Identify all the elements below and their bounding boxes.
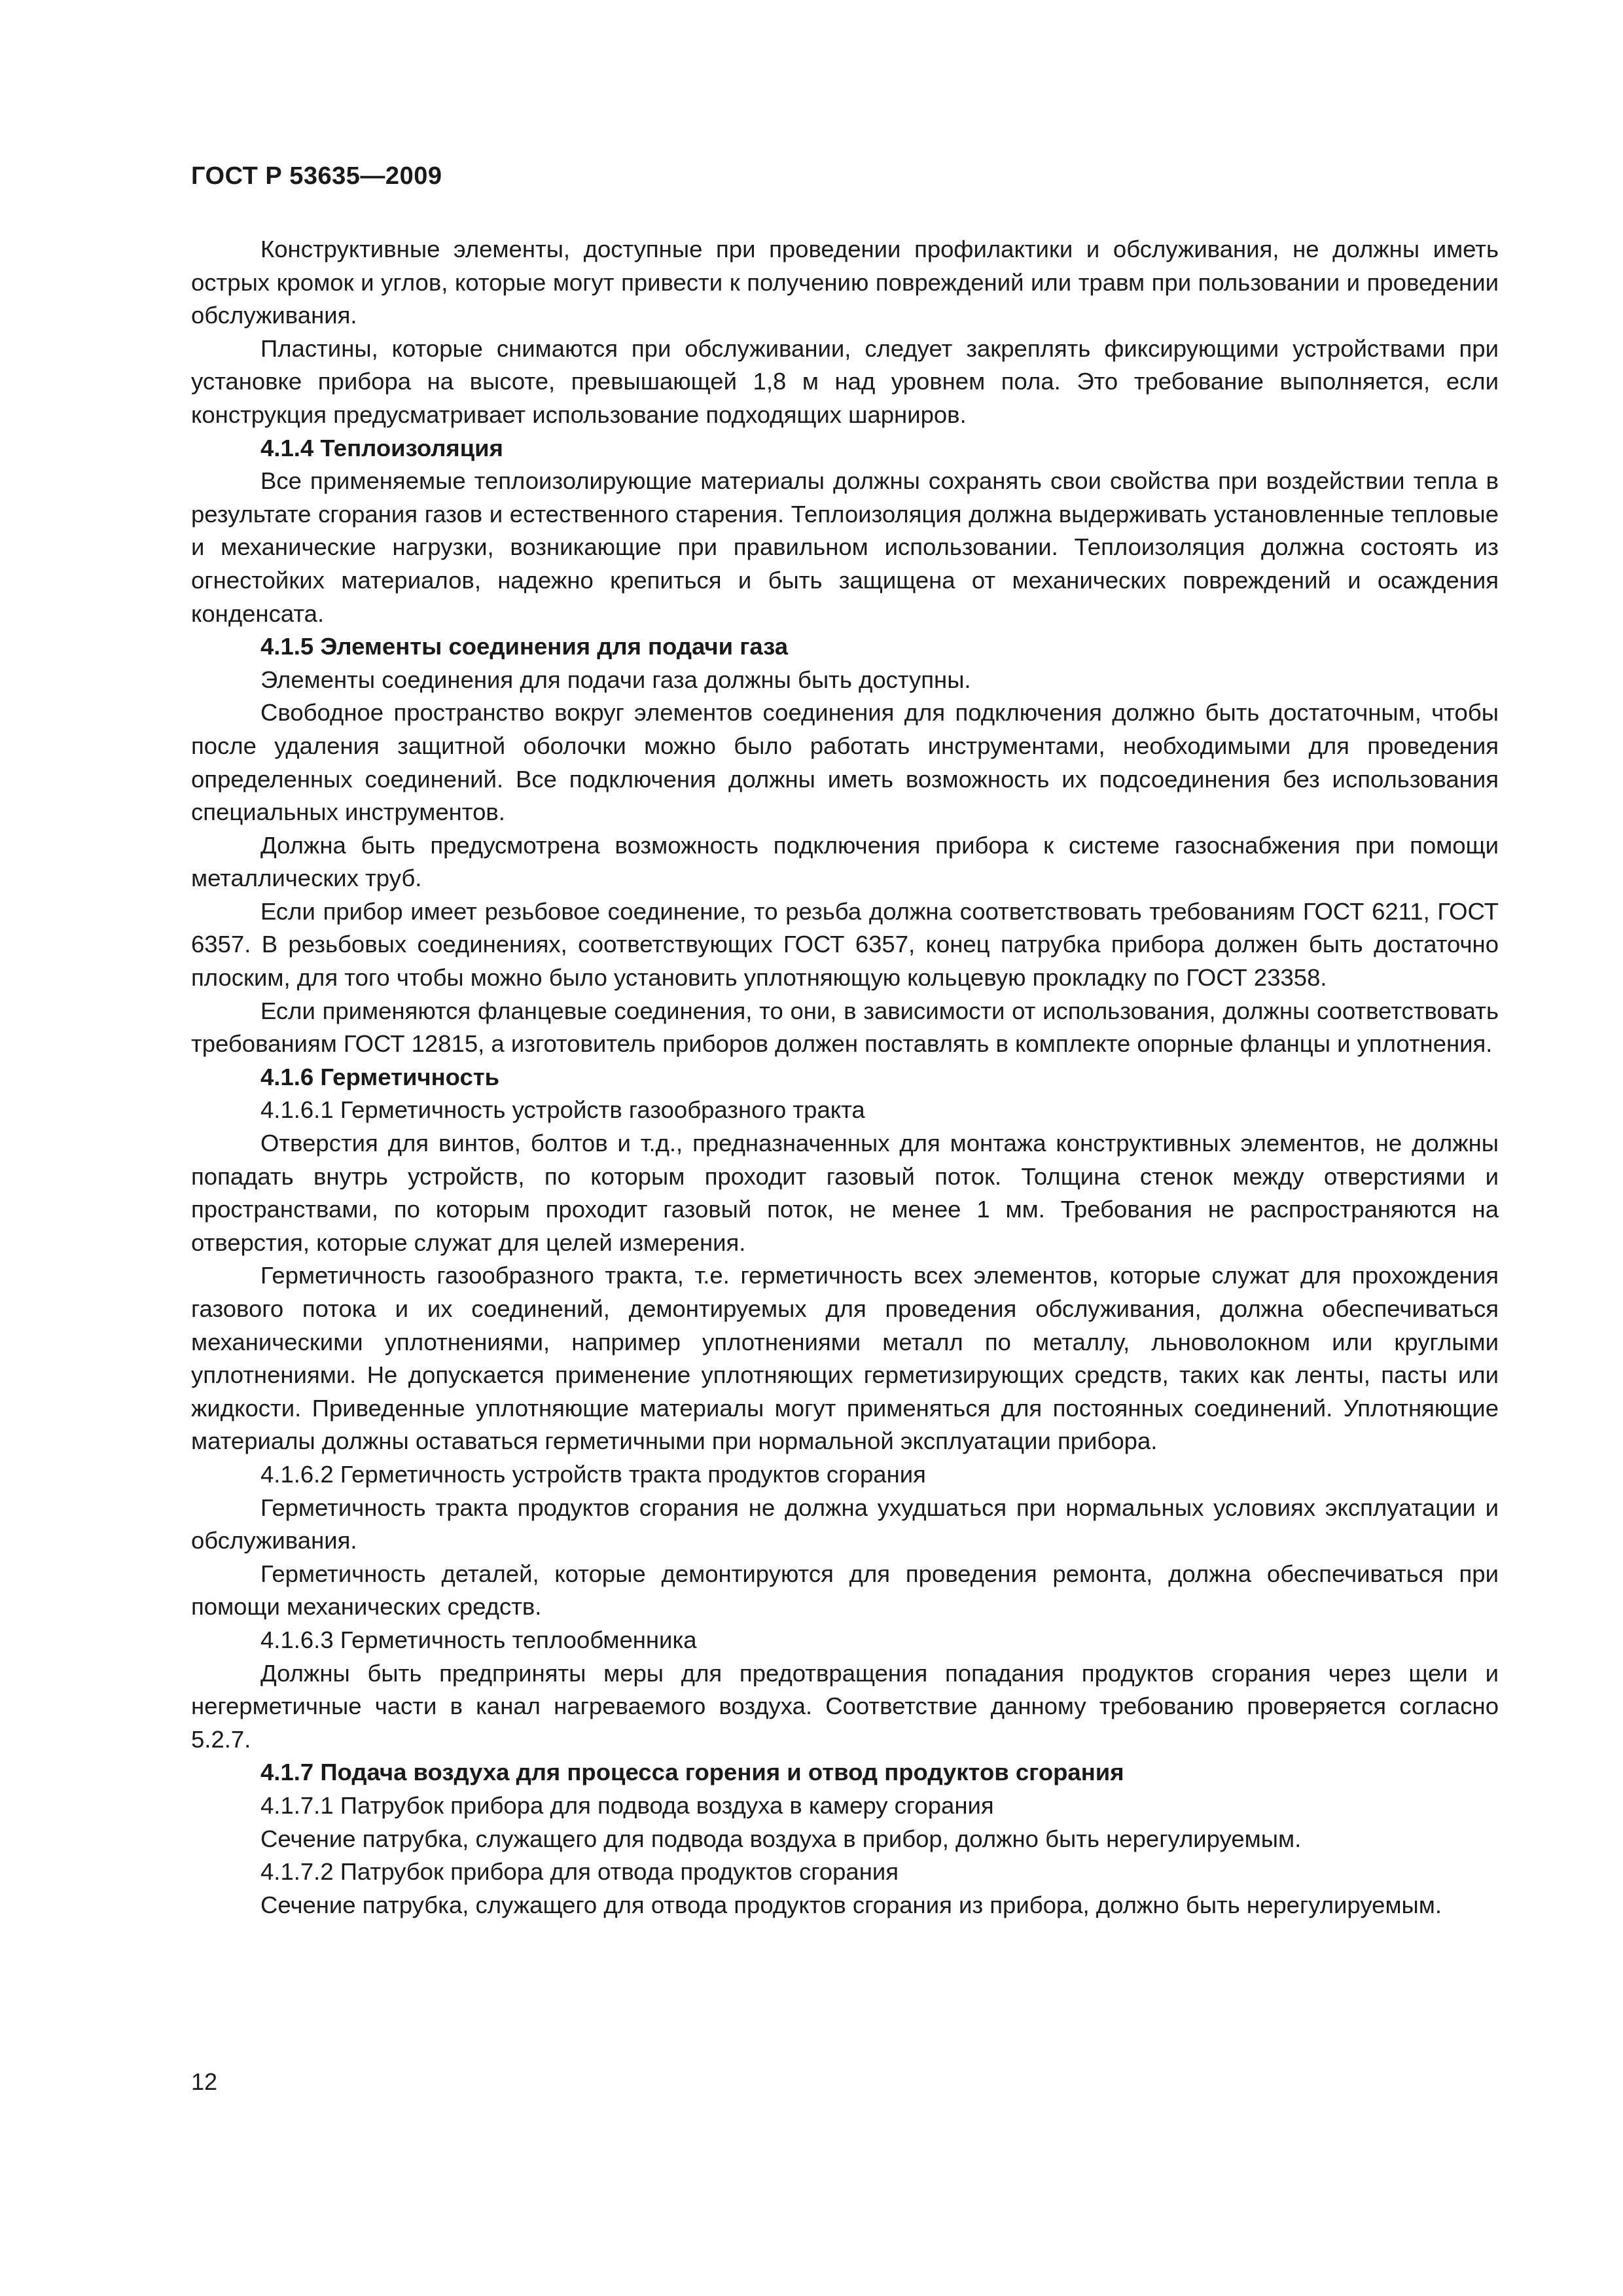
paragraph: Герметичность деталей, которые демонтируются для проведения ремонта, должна обеспечиваться при помощи механических средств. bbox=[191, 1560, 1499, 1621]
paragraph: Герметичность тракта продуктов сгорания не должна ухудшаться при нормальных условиях эксплуатации и обслуживания. bbox=[191, 1494, 1499, 1554]
paragraph: Сечение патрубка, служащего для подвода воздуха в прибор, должно быть нерегулируемым. bbox=[260, 1825, 1302, 1852]
section-heading: 4.1.4 Теплоизоляция bbox=[260, 434, 503, 461]
paragraph: Сечение патрубка, служащего для отвода продуктов сгорания из прибора, должно быть нерегулируемым. bbox=[260, 1891, 1442, 1918]
subsection-title: 4.1.6.3 Герметичность теплообменника bbox=[260, 1626, 697, 1653]
subsection-title: 4.1.6.1 Герметичность устройств газообразного тракта bbox=[260, 1096, 865, 1124]
paragraph: Если применяются фланцевые соединения, то они, в зависимости от использования, должны соответствовать требованиям ГОСТ 12815, а изготовитель приборов должен поставлять в комплекте опорные фланцы и уплотнения. bbox=[191, 997, 1499, 1058]
subsection-title: 4.1.7.1 Патрубок прибора для подвода воздуха в камеру сгорания bbox=[260, 1791, 994, 1819]
page-number: 12 bbox=[191, 2068, 218, 2095]
paragraph: Пластины, которые снимаются при обслуживании, следует закреплять фиксирующими устройствами при установке прибора на высоте, превышающей 1,8 м над уровнем пола. Это требование выполняется, если конструкция предусматривает использование подходящих шарниров. bbox=[191, 334, 1499, 428]
section-heading: 4.1.7 Подача воздуха для процесса горения и отвод продуктов сгорания bbox=[260, 1759, 1124, 1786]
document-body bbox=[191, 233, 1499, 1922]
paragraph: Отверстия для винтов, болтов и т.д., предназначенных для монтажа конструктивных элементов, не должны попадать внутрь устройств, по которым проходит газовый поток. Толщина стенок между отверстиями и пространствами, по которым проходит газовый поток, не менее 1 мм. Требования не распространяются на отверстия, которые служат для целей измерения. bbox=[191, 1130, 1499, 1256]
paragraph: Должна быть предусмотрена возможность подключения прибора к системе газоснабжения при помощи металлических труб. bbox=[191, 831, 1499, 892]
paragraph: Свободное пространство вокруг элементов соединения для подключения должно быть достаточным, чтобы после удаления защитной оболочки можно было работать инструментами, необходимыми для проведения определенных соединений. Все подключения должны иметь возможность их подсоединения без использования специальных инструментов. bbox=[191, 699, 1499, 826]
subsection-title: 4.1.7.2 Патрубок прибора для отвода продуктов сгорания bbox=[260, 1858, 899, 1886]
paragraph: Все применяемые теплоизолирующие материалы должны сохранять свои свойства при воздействии тепла в результате сгорания газов и естественного старения. Теплоизоляция должна выдерживать установленные тепловые и механические нагрузки, возникающие при правильном использовании. Теплоизоляция должна состоять из огнестойких материалов, надежно крепиться и быть защищена от механических повреждений и осаждения конденсата. bbox=[191, 467, 1499, 627]
section-heading: 4.1.5 Элементы соединения для подачи газа bbox=[260, 633, 789, 660]
subsection-title: 4.1.6.2 Герметичность устройств тракта продуктов сгорания bbox=[260, 1460, 926, 1488]
paragraph: Должны быть предприняты меры для предотвращения попадания продуктов сгорания через щели и негерметичные части в канал нагреваемого воздуха. Соответствие данному требованию проверяется согласно 5.2.7. bbox=[191, 1659, 1499, 1753]
section-heading: 4.1.6 Герметичность bbox=[260, 1063, 500, 1090]
standard-header: ГОСТ Р 53635—2009 bbox=[191, 162, 442, 190]
paragraph: Конструктивные элементы, доступные при проведении профилактики и обслуживания, не должны иметь острых кромок и углов, которые могут привести к получению повреждений или травм при пользовании и проведении обслуживания. bbox=[191, 236, 1499, 329]
paragraph: Элементы соединения для подачи газа должны быть доступны. bbox=[260, 666, 971, 693]
paragraph: Герметичность газообразного тракта, т.е. герметичность всех элементов, которые служат для прохождения газового потока и их соединений, демонтируемых для проведения обслуживания, должна обеспечиваться механическими уплотнениями, например уплотнениями металл по металлу, льноволокном или круглыми уплотнениями. Не допускается применение уплотняющих герметизирующих средств, таких как ленты, пасты или жидкости. Приведенные уплотняющие материалы могут применяться для постоянных соединений. Уплотняющие материалы должны оставаться герметичными при нормальной эксплуатации прибора. bbox=[191, 1262, 1499, 1455]
paragraph: Если прибор имеет резьбовое соединение, то резьба должна соответствовать требованиям ГОСТ 6211, ГОСТ 6357. В резьбовых соединениях, соответствующих ГОСТ 6357, конец патрубка прибора должен быть достаточно плоским, для того чтобы можно было установить уплотняющую кольцевую прокладку по ГОСТ 23358. bbox=[191, 897, 1499, 992]
